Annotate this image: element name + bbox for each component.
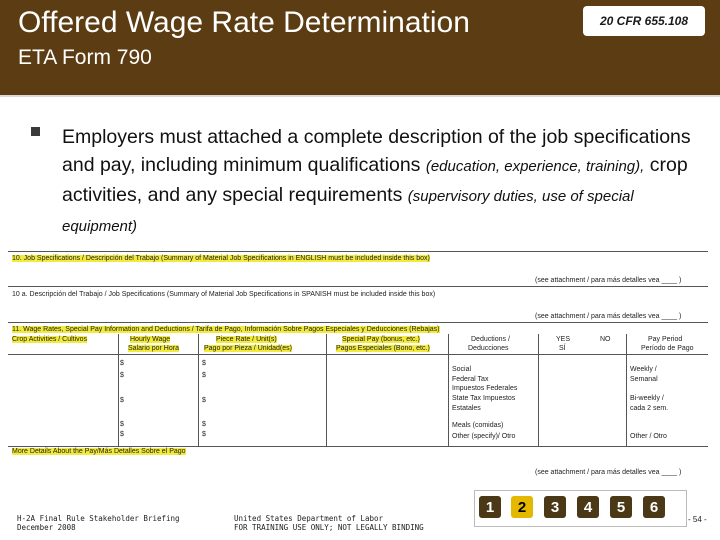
footer-briefing-title: H-2A Final Rule Stakeholder Briefing bbox=[17, 514, 180, 523]
deduction-item: State Tax Impuestos bbox=[452, 395, 516, 402]
pay-period-option: Bi-weekly / bbox=[630, 395, 664, 402]
slide-header bbox=[0, 0, 720, 95]
form-rule bbox=[8, 354, 708, 355]
hourly-currency-4: $ bbox=[120, 421, 124, 428]
form-column-rule bbox=[326, 334, 327, 446]
item-11-label: 11. Wage Rates, Special Pay Information and Deductions / Tarifa de Pago, Información Sobre Pagos Especiales y Deducciones (Rebajas) bbox=[12, 326, 440, 333]
col-crop-activities: Crop Activities / Cultivos bbox=[12, 336, 88, 343]
item-10a-label: 10 a. Descripción del Trabajo / Job Specifications (Summary of Material Job Specifications in SPANISH must be included inside this box) bbox=[12, 291, 436, 298]
slide-navigation bbox=[474, 490, 687, 527]
form-rule bbox=[8, 286, 708, 287]
col-special-pay-es: Pagos Especiales (Bono, etc.) bbox=[336, 345, 430, 352]
form-column-rule bbox=[198, 334, 199, 446]
footer-middle bbox=[234, 515, 424, 532]
form-column-rule bbox=[448, 334, 449, 446]
bullet-text-part3: crop activities, and any special requirements bbox=[62, 154, 688, 206]
col-yes: YES bbox=[556, 336, 571, 343]
deduction-item: Impuestos Federales bbox=[452, 385, 518, 392]
square-bullet-icon bbox=[31, 127, 40, 136]
item-10-attachment-note: (see attachment / para más detalles vea ____ ) bbox=[535, 277, 682, 284]
bullet-text-part1: Employers must attached a complete description of the job specifications and pay, including minimum qualifications bbox=[62, 126, 691, 176]
deduction-item: Social bbox=[452, 366, 472, 373]
hourly-currency-3: $ bbox=[120, 397, 124, 404]
col-no: NO bbox=[600, 336, 611, 343]
nav-button-4[interactable]: 4 bbox=[577, 496, 599, 518]
form-column-rule bbox=[538, 334, 539, 446]
hourly-currency-1: $ bbox=[120, 360, 124, 367]
form-column-rule bbox=[626, 334, 627, 446]
more-details-label: More Details About the Pay/Más Detalles Sobre el Pago bbox=[12, 448, 186, 455]
item-10a-attachment-note: (see attachment / para más detalles vea ____ ) bbox=[535, 313, 682, 320]
nav-button-5[interactable]: 5 bbox=[610, 496, 632, 518]
pay-period-option: Weekly / bbox=[630, 366, 657, 373]
col-piece-rate: Piece Rate / Unit(s) bbox=[216, 336, 277, 343]
bullet-text-qualifications: (education, experience, training), bbox=[425, 158, 645, 175]
slide-subtitle: ETA Form 790 bbox=[18, 46, 152, 69]
piece-currency-5: $ bbox=[202, 431, 206, 438]
nav-button-2-active[interactable]: 2 bbox=[511, 496, 533, 518]
footer-left bbox=[17, 515, 180, 532]
bullet-text-special-requirements: (supervisory duties, use of special equipment) bbox=[62, 188, 634, 235]
nav-button-6[interactable]: 6 bbox=[643, 496, 665, 518]
pay-period-option: Semanal bbox=[630, 376, 658, 383]
col-special-pay: Special Pay (bonus, etc.) bbox=[342, 336, 420, 343]
regulation-citation-badge: 20 CFR 655.108 bbox=[583, 6, 705, 36]
footer-agency: United States Department of Labor bbox=[234, 514, 384, 523]
deduction-item: Federal Tax bbox=[452, 376, 489, 383]
bullet-text bbox=[62, 123, 702, 241]
nav-button-3[interactable]: 3 bbox=[544, 496, 566, 518]
piece-currency-3: $ bbox=[202, 397, 206, 404]
col-pay-period-es: Período de Pago bbox=[641, 345, 694, 352]
pay-period-option: Other / Otro bbox=[630, 433, 667, 440]
col-pay-period: Pay Period bbox=[648, 336, 683, 343]
item-11-attachment-note: (see attachment / para más detalles vea ____ ) bbox=[535, 469, 682, 476]
pay-period-option: cada 2 sem. bbox=[630, 405, 669, 412]
hourly-currency-5: $ bbox=[120, 431, 124, 438]
col-hourly-wage: Hourly Wage bbox=[130, 336, 171, 343]
form-rule bbox=[8, 446, 708, 447]
hourly-currency-2: $ bbox=[120, 372, 124, 379]
page-number: - 54 - bbox=[688, 515, 707, 524]
col-piece-rate-es: Pago por Pieza / Unidad(es) bbox=[204, 345, 292, 352]
col-deductions: Deductions / bbox=[471, 336, 510, 343]
eta-form-790-excerpt bbox=[8, 246, 716, 482]
nav-button-1[interactable]: 1 bbox=[479, 496, 501, 518]
deduction-item: Other (specify)/ Otro bbox=[452, 433, 516, 440]
col-yes-es: SÍ bbox=[559, 345, 566, 352]
deduction-item: Estatales bbox=[452, 405, 481, 412]
item-10-label: 10. Job Specifications / Descripción del Trabajo (Summary of Material Job Specifications in ENGLISH must be included inside this box) bbox=[12, 255, 430, 262]
form-column-rule bbox=[118, 334, 119, 446]
piece-currency-1: $ bbox=[202, 360, 206, 367]
header-divider bbox=[0, 95, 720, 97]
deduction-item: Meals (comidas) bbox=[452, 422, 504, 429]
form-rule bbox=[8, 251, 708, 252]
piece-currency-2: $ bbox=[202, 372, 206, 379]
footer-disclaimer: FOR TRAINING USE ONLY; NOT LEGALLY BINDING bbox=[234, 522, 424, 532]
col-hourly-wage-es: Salario por Hora bbox=[128, 345, 179, 352]
col-deductions-es: Deducciones bbox=[468, 345, 509, 352]
slide-title: Offered Wage Rate Determination bbox=[18, 6, 470, 39]
footer-date: December 2008 bbox=[17, 522, 76, 532]
piece-currency-4: $ bbox=[202, 421, 206, 428]
form-rule bbox=[8, 322, 708, 323]
